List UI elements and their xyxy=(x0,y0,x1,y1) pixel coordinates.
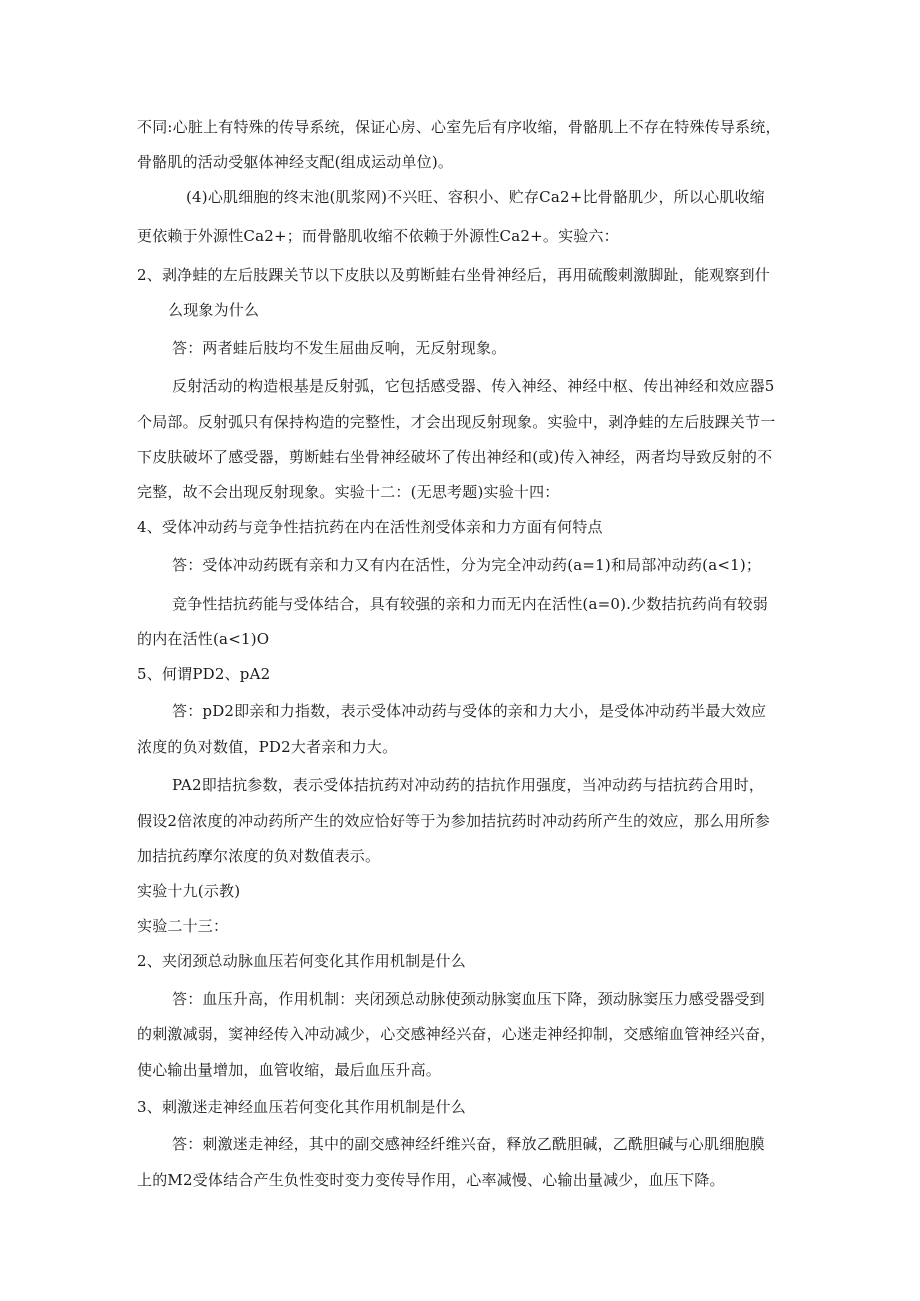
text-line: 骨骼肌的活动受躯体神经支配(组成运动单位)。 xyxy=(137,153,454,171)
question-heading: 3、刺激迷走神经血压若何变化其作用机制是什么 xyxy=(137,1098,466,1116)
text-line: 的内在活性(a<1)O xyxy=(137,630,270,648)
question-heading: 4、受体冲动药与竞争性拮抗药在内在活性剂受体亲和力方面有何特点 xyxy=(137,518,603,536)
section-heading: 实验二十三： xyxy=(137,917,229,935)
text-line: 假设2倍浓度的冲动药所产生的效应恰好等于为参加拮抗药时冲动药所产生的效应，那么用所参 xyxy=(137,812,770,830)
text-line: 下皮肤破坏了感受器，剪断蛙右坐骨神经破坏了传出神经和(或)传入神经，两者均导致反射的不 xyxy=(137,448,773,466)
text-line: 的刺激减弱，窦神经传入冲动减少，心交感神经兴奋，心迷走神经抑制，交感缩血管神经兴奋， xyxy=(137,1025,776,1043)
text-line: 加拮抗药摩尔浓度的负对数值表示。 xyxy=(137,847,381,865)
text-line: 个局部。反射弧只有保持构造的完整性，才会出现反射现象。实验中，剥净蛙的左后肢踝关节一 xyxy=(137,413,776,431)
question-heading: 么现象为什么 xyxy=(168,301,260,319)
text-line: PA2即拮抗参数，表示受体拮抗药对冲动药的拮抗作用强度，当冲动药与拮抗药合用时， xyxy=(172,776,765,794)
text-line: 使心输出量增加，血管收缩，最后血压升高。 xyxy=(137,1061,442,1079)
text-line: 更依赖于外源性Ca2+；而骨骼肌收缩不依赖于外源性Ca2+。实验六： xyxy=(137,227,619,245)
answer-text: 答：受体冲动药既有亲和力又有内在活性，分为完全冲动药(a=1)和局部冲动药(a<1)； xyxy=(172,556,762,574)
answer-text: 答：两者蛙后肢均不发生屈曲反响，无反射现象。 xyxy=(172,339,507,357)
text-line: 不同:心脏上有特殊的传导系统，保证心房、心室先后有序收缩，骨骼肌上不存在特殊传导系统， xyxy=(137,118,781,136)
text-line: 上的M2受体结合产生负性变时变力变传导作用，心率减慢、心输出量减少，血压下降。 xyxy=(137,1171,725,1189)
text-line: (4)心肌细胞的终末池(肌浆网)不兴旺、容积小、贮存Ca2+比骨骼肌少，所以心肌收缩 xyxy=(186,188,765,206)
text-line: 浓度的负对数值，PD2大者亲和力大。 xyxy=(137,738,398,756)
text-line: 竞争性拮抗药能与受体结合，具有较强的亲和力而无内在活性(a=0).少数拮抗药尚有较弱 xyxy=(172,595,768,613)
section-heading: 实验十九(示教) xyxy=(137,882,241,900)
question-heading: 2、剥净蛙的左后肢踝关节以下皮肤以及剪断蛙右坐骨神经后，再用硫酸刺激脚趾，能观察到什 xyxy=(137,266,770,284)
answer-text: 答：血压升高，作用机制：夹闭颈总动脉使颈动脉窦血压下降，颈动脉窦压力感受器受到 xyxy=(172,990,765,1008)
text-line: 反射活动的构造根基是反射弧，它包括感受器、传入神经、神经中枢、传出神经和效应器5 xyxy=(172,377,775,395)
question-heading: 2、夹闭颈总动脉血压若何变化其作用机制是什么 xyxy=(137,952,466,970)
text-line: 完整，故不会出现反射现象。实验十二：(无思考题)实验十四： xyxy=(137,483,560,501)
answer-text: 答：刺激迷走神经，其中的副交感神经纤维兴奋，释放乙酰胆碱，乙酰胆碱与心肌细胞膜 xyxy=(172,1135,765,1153)
question-heading: 5、何谓PD2、pA2 xyxy=(137,665,271,683)
answer-text: 答：pD2即亲和力指数，表示受体冲动药与受体的亲和力大小，是受体冲动药半最大效应 xyxy=(172,702,767,720)
